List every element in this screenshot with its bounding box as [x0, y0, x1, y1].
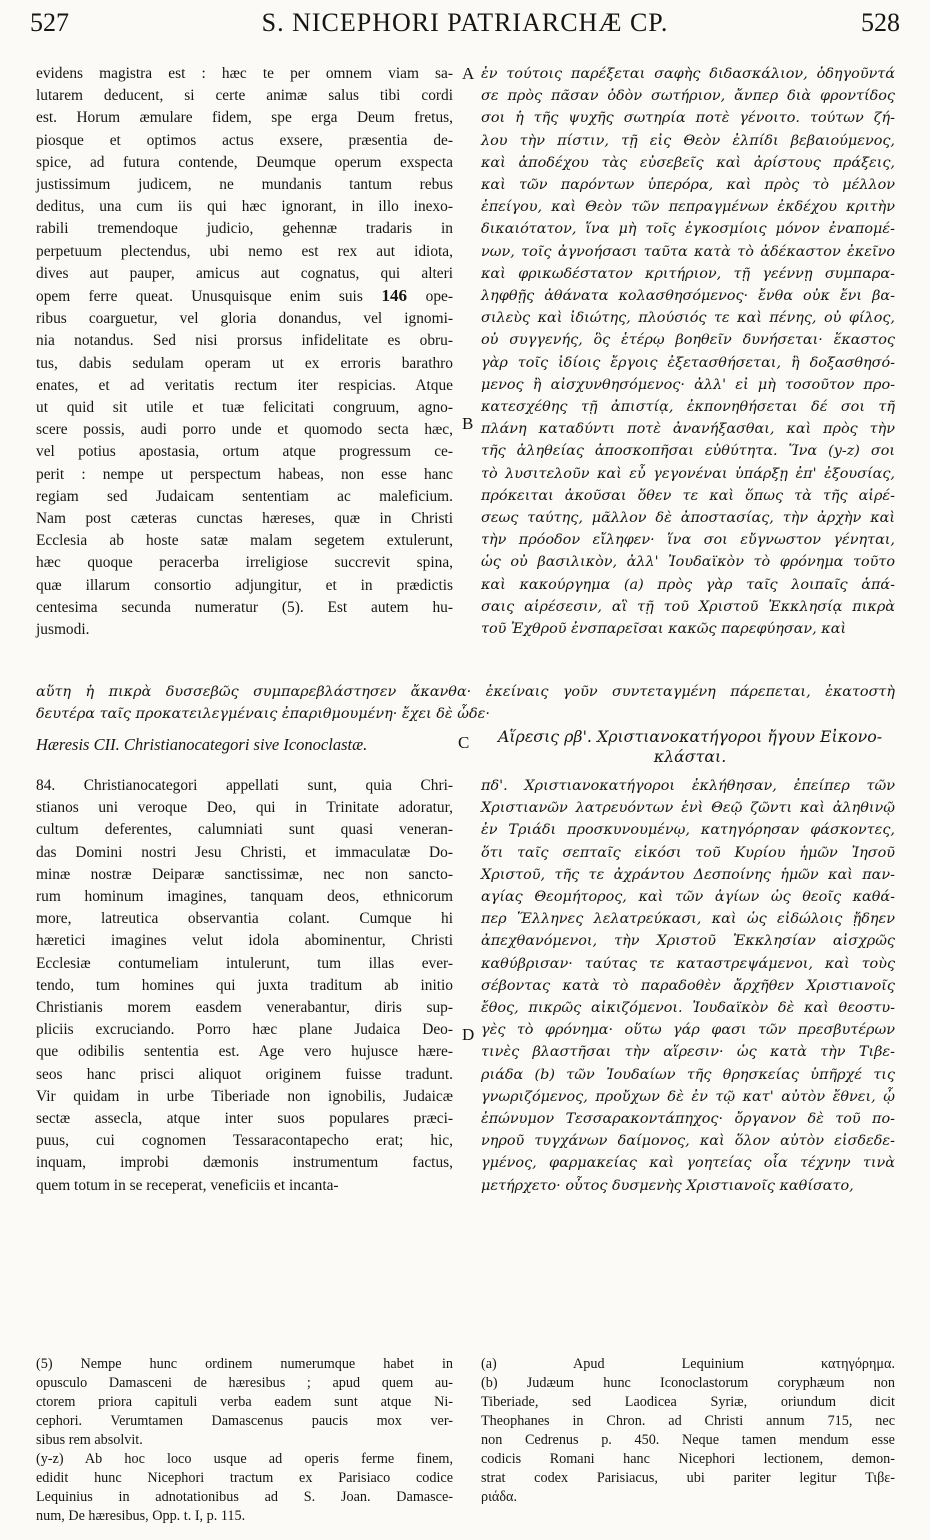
text-line: κατεσχέθης τῇ ἀπιστίᾳ, ἐκπονηθήσεται δέ σοι τῆ — [481, 399, 895, 416]
text-line: πρόκειται ἀκοῦσαι ὅθεν τε καὶ ὅπως τὰ τῆς αἱρέ- — [481, 487, 895, 504]
running-header — [30, 8, 900, 48]
text-line: stianos uni veroque Deo, qui in Trinitate adoratur, — [36, 799, 453, 817]
margin-marker-d: D — [462, 1025, 475, 1044]
greek-top-column — [481, 63, 895, 640]
footnote-line: cephori. Verumtamen Damascenus paucis mox ver- — [36, 1413, 453, 1429]
greek-full-width-text — [36, 681, 895, 725]
text-line: rabili tremendoque judicio, gehennæ tradaris in — [36, 220, 453, 238]
text-line: ἐπώνυμον Τεσσαρακοντάπηχος· ὄργανον δὲ τοῦ πο- — [481, 1111, 895, 1128]
text-line: ἀπεχθανόμενοι, τὴν Χριστοῦ Ἐκκλησίαν αἰσχρῶς — [481, 933, 895, 950]
text-line: scere possis, audi porro unde et quomodo secta hæc, — [36, 421, 453, 439]
text-line: hæc quoque peracerba irreligiose succrevit spina, — [36, 554, 453, 572]
text-line: spice, ad futura contende, Deumque operum exspecta — [36, 153, 453, 171]
text-line: ὡς οὐ βασιλικὸν, ἀλλ' Ἰουδαϊκὸν τὸ φρόνημα τοῦτο — [481, 554, 895, 571]
text-line: evidens magistra est : hæc te per omnem viam sa- — [36, 65, 453, 82]
text-line: rum hominum imagines, tanquam deos, ethnicorum — [36, 888, 453, 906]
footnote-line: (5) Nempe hunc ordinem numerumque habet in — [36, 1356, 453, 1372]
text-line: centesima secunda numeratur (5). Est autem hu- — [36, 598, 453, 616]
text-line: ἐν Τριάδι προσκυνουμένῳ, κατηγόρησαν φάσκοντες, — [481, 822, 895, 839]
text-line: πδ'. Χριστιανοκατήγοροι ἐκλήθησαν, ἐπείπερ τῶν — [481, 778, 895, 794]
text-line: est. Horum æmulare fidem, spe erga Deum fretus, — [36, 109, 453, 127]
heresy-heading-latin: Hæresis CII. Christianocategori sive Iconoclastæ. — [36, 735, 368, 754]
text-line: nia notandus. Sed nisi prorsus infidelitate es obru- — [36, 332, 453, 350]
text-line: καὶ τῶν παρόντων ὑπερόρα, καὶ πρὸς τὸ μέλλον — [481, 177, 895, 194]
text-line: λου τὴν πίστιν, τῇ εἰς Θεὸν ἐλπίδι βεβαιούμενος, — [481, 132, 895, 149]
footnote-line: (y-z) Ab hoc loco usque ad operis ferme finem, — [36, 1451, 453, 1467]
text-line: γμένος, φαρμακείας καὶ γοητείας οἷα τέχνην τινὰ — [481, 1155, 895, 1172]
text-line: jusmodi. — [36, 621, 90, 639]
text-line: δικαιότατον, ἵνα μὴ τοῖς ἐγκοσμίοις μόνον ἐναπομέ- — [481, 221, 895, 238]
text-line: vel potius apostasia, ortum atque progressum ce- — [36, 443, 453, 461]
text-line: σεως ταύτης, μᾶλλον δὲ ἀποστασίας, τὴν ἀρχὴν καὶ — [481, 510, 895, 527]
text-line: δευτέρα ταῖς προκατειλεγμέναις ἐπαριθμουμένη· ἔχει δὲ ὧδε· — [36, 706, 490, 722]
text-line: σιλεὺς καὶ ἰδιώτης, πλούσιός τε καὶ πένης, οὐ φίλος, — [481, 310, 895, 327]
text-line: que odibilis sententia est. Age vero hujusce hære- — [36, 1043, 453, 1061]
footnote-line: ctorem priora capituli verba eadem sunt atque Ni- — [36, 1394, 453, 1410]
text-line: σε πρὸς πᾶσαν ὁδὸν σωτήριον, ἄνπερ διὰ φροντίδος — [481, 88, 895, 105]
footnote-line: Tiberiade, sed Laodicea Syriæ, oriundum dicit — [481, 1394, 895, 1410]
text-fragment: ope- — [425, 288, 453, 306]
running-title: S. NICEPHORI PATRIARCHÆ CP. — [261, 8, 669, 37]
text-line: ἔθος, πικρῶς αἰκιζόμενοι. Ἰουδαϊκὸν δὲ καὶ θεοστυ- — [481, 1000, 895, 1017]
text-line: puus, cui cognomen Tessaracontapecho erat; hic, — [36, 1132, 453, 1150]
text-line: καὶ κακούργημα (a) πρὸς γὰρ ταῖς λοιπαῖς ἁπά- — [481, 576, 895, 593]
text-line: pliciis excruciando. Porro hæc plane Judaica Deo- — [36, 1021, 453, 1039]
text-line: ἐπείγου, καὶ Θεὸν τῶν πεπραγμένων ἐκδέχου κριτὴν — [481, 199, 895, 216]
text-line: ut quid sit utile et tuæ felicitati congruum, agno- — [36, 399, 453, 417]
footnote-line: edidit hunc Nicephori tractum ex Parisiaco codice — [36, 1470, 453, 1486]
text-line: γὰρ τοῖς ἰδίοις ἔργοις ἐξετασθήσεται, ἢ δοξασθησό- — [481, 354, 895, 371]
text-line: αὕτη ἡ πικρὰ δυσσεβῶς συμπαρεβλάστησεν ἄκανθα· ἐκείναις γοῦν συντεταγμένη πάρεπεται, ἑκατοστὴ — [36, 684, 895, 700]
text-line: καὶ ἀποδέχου τὰς εὐσεβεῖς καὶ ἀρίστους πράξεις, — [481, 154, 895, 171]
text-line: νηροῦ τυγχάνων δαίμονος, καὶ ὅλον αὐτὸν εἰσδεδε- — [481, 1133, 895, 1150]
text-line: cultum deferentes, calumniati sunt quasi veneran- — [36, 821, 453, 839]
page-number-right: 528 — [861, 8, 900, 37]
text-line: seos hanc prisci aliquot originem fuisse tradunt. — [36, 1065, 453, 1083]
text-line: 84. Christianocategori appellati sunt, quia Chri- — [36, 777, 453, 794]
greek-body-column — [481, 775, 895, 1197]
text-line: τῆς ἀληθείας ἀποσκοπῆσαι εὐθύτητα. Ἵνα (y-z) σοι — [481, 443, 895, 460]
heresy-heading-greek: Αἵρεσις ρβ'. Χριστιανοκατήγοροι ἤγουν Εἰκονο-κλάσται. — [497, 727, 883, 766]
text-line: tendo, tum homines qui juxta traditum ab initio — [36, 976, 453, 994]
text-line: οὐ συγγενής, ὃς ἑτέρῳ βοηθεῖν δυνήσεται· ἕκαστος — [481, 332, 895, 349]
latin-body-column — [36, 775, 453, 1197]
text-line: σέβοντας κατὰ τὸ παραδοθὲν ἄρχῆθεν Χριστιανοῖς — [481, 977, 895, 994]
text-line: ριάδα (b) τῶν Ἰουδαίων τῆς θρησκείας ὑπῆρχέ τις — [481, 1066, 895, 1083]
footnote-line: sibus rem absolvit. — [36, 1432, 143, 1448]
footnotes-greek — [481, 1355, 895, 1507]
text-line: das Domini nostri Jesu Christi, et immaculatæ Do- — [36, 843, 453, 861]
text-line: αγίας Θεομήτορος, καὶ τῶν ἁγίων ὡς θεοῖς καθά- — [481, 889, 895, 906]
page-number-left: 527 — [30, 8, 69, 37]
footnote-line: opusculo Damasceni de hæresibus ; apud quem au- — [36, 1375, 453, 1391]
text-line: μετήρχετο· οὗτος δυσμενὴς Χριστιανοῖς καθίσατο, — [481, 1177, 854, 1194]
text-line: περ Ἕλληνες λελατρεύκασι, καὶ ὡς εἰδώλοις ᾔδηεν — [481, 911, 895, 928]
text-line: more, latreutica observantia colant. Cumque hi — [36, 910, 453, 928]
text-line: sectæ assecla, atque inter suos populares præci- — [36, 1110, 453, 1128]
text-line: hæretici imagines velut idola abominentur, Christi — [36, 932, 453, 950]
footnotes-latin — [36, 1355, 453, 1526]
footnote-line: (b) Judæum hunc Iconoclastorum coryphæum non — [481, 1375, 895, 1391]
text-line: tus, dabis sedulam operam ut ex erroris barathro — [36, 354, 453, 372]
text-line: καθύβρισαν· ταύτας τε καταστρεψάμενοι, καὶ τοὺς — [481, 955, 895, 972]
text-line: τὴν πρόοδον εἴληφεν· ἵνα σοι εὔγνωστον γένηται, — [481, 532, 895, 549]
text-line: πλάνη καταδύντι ποτὲ ἀνανήξασθαι, καὶ πρὸς τὴν — [481, 421, 895, 438]
text-line: νων, τοῖς ἀγνοήσασι ταῦτα κατὰ τὸ ἀδέκαστον ἐκεῖνο — [481, 243, 895, 260]
text-line: Χριστοῦ, τῆς τε ἀχράντου Δεσποίνης ἡμῶν καὶ παν- — [481, 866, 895, 883]
text-line: μενος ἢ αἰσχυνθησόμενος· ἀλλ' εἰ μὴ τοσοῦτον προ- — [481, 376, 895, 393]
text-line: justissimum judicem, ne mundanis tantum rebus — [36, 176, 453, 194]
column-number-marker: 146 — [362, 286, 426, 306]
text-line: ἐν τούτοις παρέξεται σαφὴς διδασκάλιον, ὁδηγοῦντά — [481, 66, 895, 82]
text-line: opem ferre queat. Unusquisque enim suis 146 ope- — [36, 286, 453, 306]
margin-marker-a: A — [462, 64, 475, 83]
text-line: lutarem deducent, si certe animæ salus tibi cordi — [36, 87, 453, 105]
text-line: Christianis morem easdem venerabantur, diris sup- — [36, 999, 453, 1017]
margin-marker-c: C — [458, 733, 470, 752]
text-line: τὸ λυσιτελοῦν καὶ εὖ γεγονέναι ὑπάρξῃ ἐπ' ἐξουσίας, — [481, 465, 895, 482]
footnote-line: num, De hæresibus, Opp. t. I, p. 115. — [36, 1508, 246, 1524]
footnote-line: strat codex Parisiacus, ubi pariter legitur Τιβε- — [481, 1470, 895, 1486]
text-line: Nam post cæteras cunctas hæreses, quæ in Christi — [36, 510, 453, 528]
text-line: σαις αἱρέσεσιν, αἳ τῇ τοῦ Χριστοῦ Ἐκκλησίᾳ πικρὰ — [481, 598, 895, 615]
footnote-line: codicis Romani hanc Nicephori lectionem, demon- — [481, 1451, 895, 1467]
text-line: Vir quidam in urbe Tiberiade non ignobilis, Judaicæ — [36, 1087, 453, 1105]
text-line: minæ nostræ Deiparæ sanctissimæ, nec non sancto- — [36, 865, 453, 883]
text-line: ὅτι ταῖς σεπταῖς εἰκόσι τοῦ Κυρίου ἡμῶν Ἰησοῦ — [481, 844, 895, 861]
text-line: perit : nempe ut perspectum habeas, non esse hanc — [36, 465, 453, 483]
footnote-line: ριάδα. — [481, 1489, 517, 1505]
text-line: ληφθῇς ἀθάνατα κολασθησόμενος· ἔνθα οὐκ ἔνι βα- — [481, 288, 895, 305]
text-line: inquam, improbi dæmonis instrumentum factus, — [36, 1154, 453, 1172]
text-line: dives aut pauper, amicus aut cognatus, qui alteri — [36, 264, 453, 282]
latin-top-column — [36, 63, 453, 641]
text-line: Χριστιανῶν λατρευόντων ἑνὶ Θεῷ ζῶντι καὶ ἀληθινῷ — [481, 800, 895, 817]
text-line: Ecclesiæ contumeliam intulerunt, tum illas ever- — [36, 954, 453, 972]
footnote-line: Lequinius in adnotationibus ad S. Joan. Damasce- — [36, 1489, 453, 1505]
text-line: deditus, una cum iis qui hæc ignorant, in illo inexo- — [36, 198, 453, 216]
text-line: τινὲς βλαστῆσαι τὴν αἵρεσιν· ὡς κατὰ τὴν Τιβε- — [481, 1044, 895, 1061]
text-line: γνωριζόμενος, προὔχων δὲ ἐν τῷ κατ' αὐτὸν ἔθνει, ᾧ — [481, 1088, 895, 1105]
text-line: enates, et ad veritatis rectum iter respicias. Atque — [36, 376, 453, 394]
text-line: regiam sed Judaicam sententiam ac maleficium. — [36, 487, 453, 505]
text-line: piosque et optimos actus exsere, præsentia de- — [36, 131, 453, 149]
text-line: καὶ φρικωδέστατον κριτήριον, τῇ γεέννῃ συμπαρα- — [481, 265, 895, 282]
text-line: perpetuum plectendus, ubi nemo est rex aut idiota, — [36, 242, 453, 260]
text-line: σοι ἡ τῆς ψυχῆς σωτηρία ποτὲ γένοιτο. τούτων ζή- — [481, 110, 895, 127]
text-line: quem totum in se receperat, veneficiis et incanta- — [36, 1176, 339, 1194]
text-line: γὲς τὸ φρόνημα· οὕτω γάρ φασι τῶν πρεσβυτέρων — [481, 1022, 895, 1039]
text-line: τοῦ Ἐχθροῦ ἐνσπαρεῖσαι κακῶς παρεφύησαν, καὶ — [481, 621, 847, 638]
footnote-line: (a) Apud Lequinium κατηγόρημα. — [481, 1356, 895, 1372]
text-line: quæ illarum consortio adjungitur, et in prædictis — [36, 576, 453, 594]
margin-marker-b: B — [462, 414, 474, 433]
text-line: ribus coarguetur, vel gloria donandus, vel ignomi- — [36, 310, 453, 328]
footnote-line: Theophanes in Chron. ad Christi annum 715, nec — [481, 1413, 895, 1429]
text-line: Ecclesia ab hoste satæ malam segetem extulerunt, — [36, 532, 453, 550]
footnote-line: non Cedrenus p. 450. Neque tamen mendum esse — [481, 1432, 895, 1448]
